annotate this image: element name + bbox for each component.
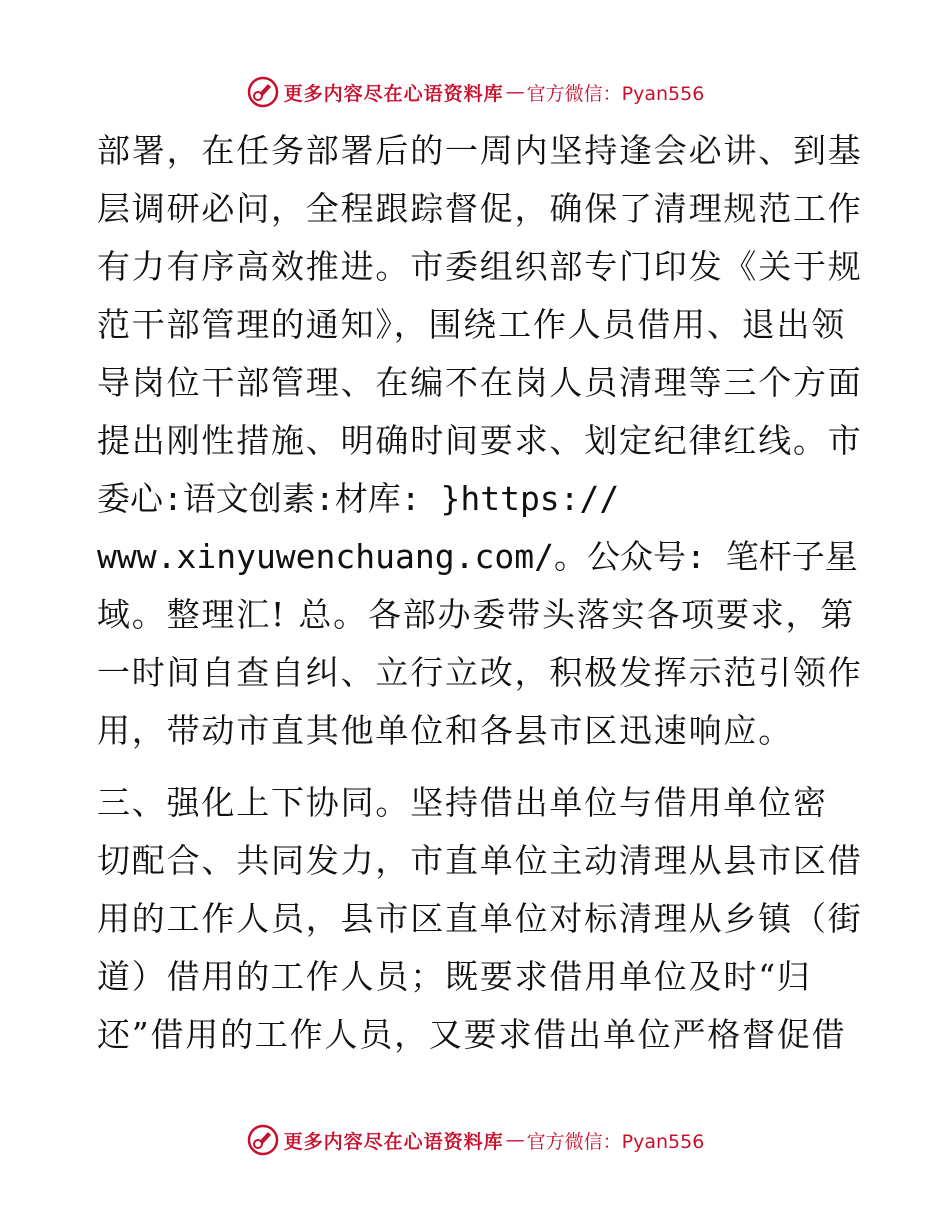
- text-line: 有力有序高效推进。市委组织部专门印发《关于规: [97, 247, 863, 286]
- section-heading-line: 三、强化上下协同。坚持借出单位与借用单位密: [97, 783, 828, 822]
- text-line: 用，带动市直其他单位和各县市区迅速响应。: [97, 711, 793, 750]
- text-line-url: www.xinyuwenchuang.com/。公众号: 笔杆子星: [97, 537, 858, 576]
- text-line: 范干部管理的通知》，围绕工作人员借用、退出领: [97, 305, 847, 344]
- footer-brand-text: 更多内容尽在心语资料库: [283, 1130, 504, 1153]
- footer-wechat-text: 官方微信：Pyan556: [526, 1130, 705, 1153]
- document-body: [97, 122, 863, 1064]
- text-line: 道）借用的工作人员；既要求借用单位及时“归: [97, 957, 812, 996]
- text-line: 切配合、共同发力，市直单位主动清理从县市区借: [97, 841, 863, 880]
- text-line: 域。整理汇! 总。各部办委带头落实各项要求，第: [97, 595, 856, 634]
- footer-dash: —: [505, 1129, 525, 1151]
- text-line: 层调研必问，全程跟踪督促，确保了清理规范工作: [97, 189, 863, 228]
- library-logo-icon: [246, 75, 280, 109]
- text-line: 部署，在任务部署后的一周内坚持逢会必讲、到基: [97, 131, 863, 170]
- page-header: [0, 72, 950, 112]
- header-wechat-text: 官方微信：Pyan556: [526, 82, 705, 105]
- text-line: 还”借用的工作人员，又要求借出单位严格督促借: [97, 1015, 847, 1054]
- library-logo-icon: [246, 1123, 280, 1157]
- header-brand-text: 更多内容尽在心语资料库: [283, 82, 504, 105]
- text-line: 提出刚性措施、明确时间要求、划定纪律红线。市: [97, 421, 863, 460]
- text-line-url: 委心:语文创素:材库: }https://: [97, 479, 620, 518]
- text-line: 一时间自查自纠、立行立改，积极发挥示范引领作: [97, 653, 863, 692]
- header-dash: —: [505, 81, 525, 103]
- text-line: 用的工作人员，县市区直单位对标清理从乡镇（街: [97, 899, 863, 938]
- page-footer: [0, 1120, 950, 1160]
- text-line: 导岗位干部管理、在编不在岗人员清理等三个方面: [97, 363, 863, 402]
